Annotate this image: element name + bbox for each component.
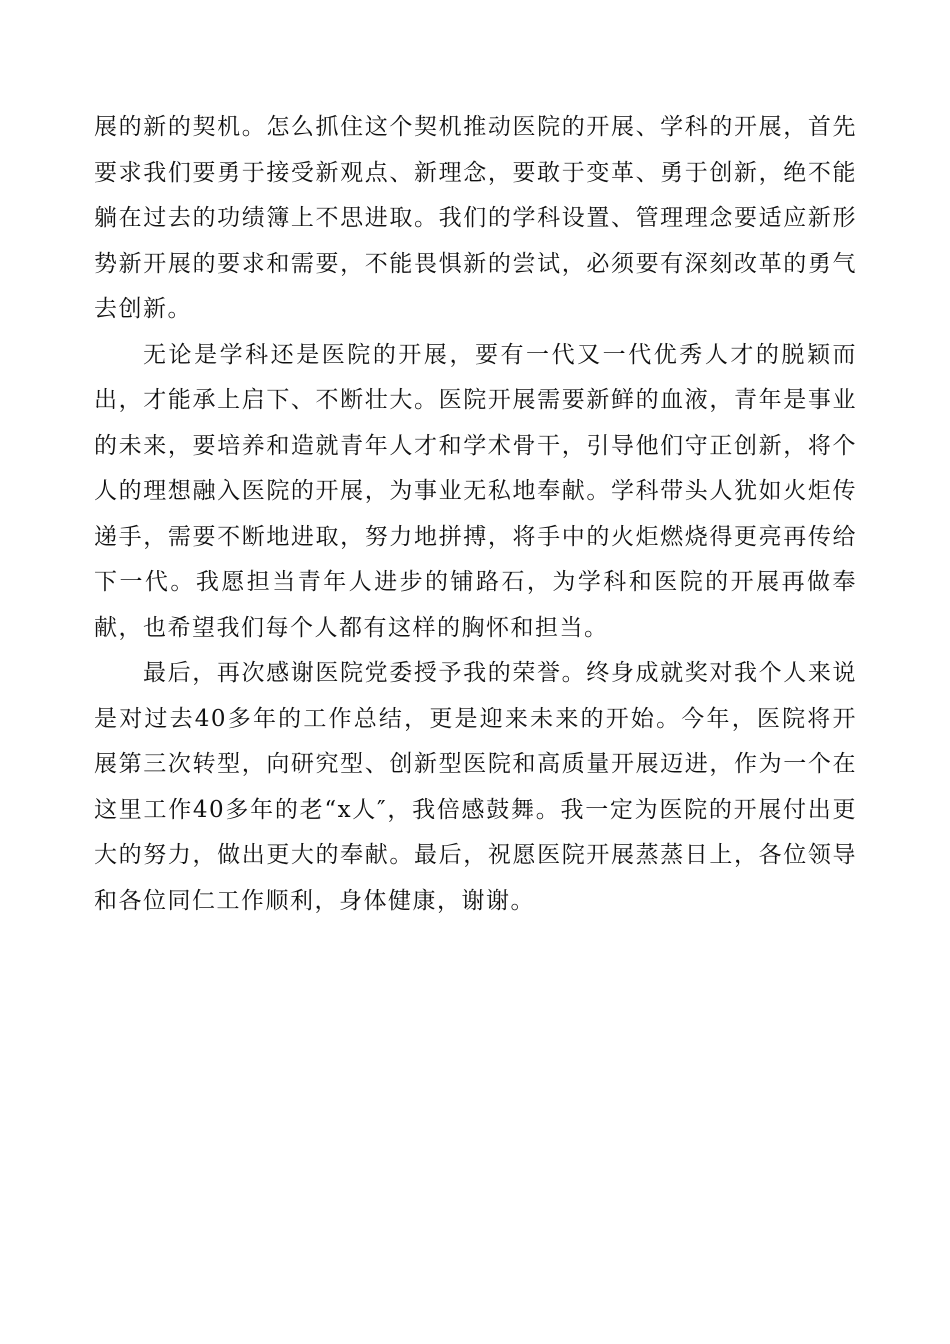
paragraph-continuation: 展的新的契机。怎么抓住这个契机推动医院的开展、学科的开展，首先要求我们要勇于接受新观点、新理念，要敢于变革、勇于创新，绝不能躺在过去的功绩簿上不思进取。我们的学科设置、管理理念要适应新形势新开展的要求和需要，不能畏惧新的尝试，必须要有深刻改革的勇气去创新。 xyxy=(94,114,857,322)
document-body xyxy=(94,105,857,924)
paragraph-talent-development: 无论是学科还是医院的开展，要有一代又一代优秀人才的脱颖而出，才能承上启下、不断壮大。医院开展需要新鲜的血液，青年是事业的未来，要培养和造就青年人才和学术骨干，引导他们守正创新，将个人的理想融入医院的开展，为事业无私地奉献。学科带头人犹如火炬传递手，需要不断地进取，努力地拼搏，将手中的火炬燃烧得更亮再传给下一代。我愿担当青年人进步的铺路石，为学科和医院的开展再做奉献，也希望我们每个人都有这样的胸怀和担当。 xyxy=(94,341,857,641)
paragraph-closing-thanks: 最后，再次感谢医院党委授予我的荣誉。终身成就奖对我个人来说是对过去40多年的工作总结，更是迎来未来的开始。今年，医院将开展第三次转型，向研究型、创新型医院和高质量开展迈进，作为一个在这里工作40多年的老“x人″，我倍感鼓舞。我一定为医院的开展付出更大的努力，做出更大的奉献。最后，祝愿医院开展蒸蒸日上，各位领导和各位同仁工作顺利，身体健康，谢谢。 xyxy=(94,660,857,914)
